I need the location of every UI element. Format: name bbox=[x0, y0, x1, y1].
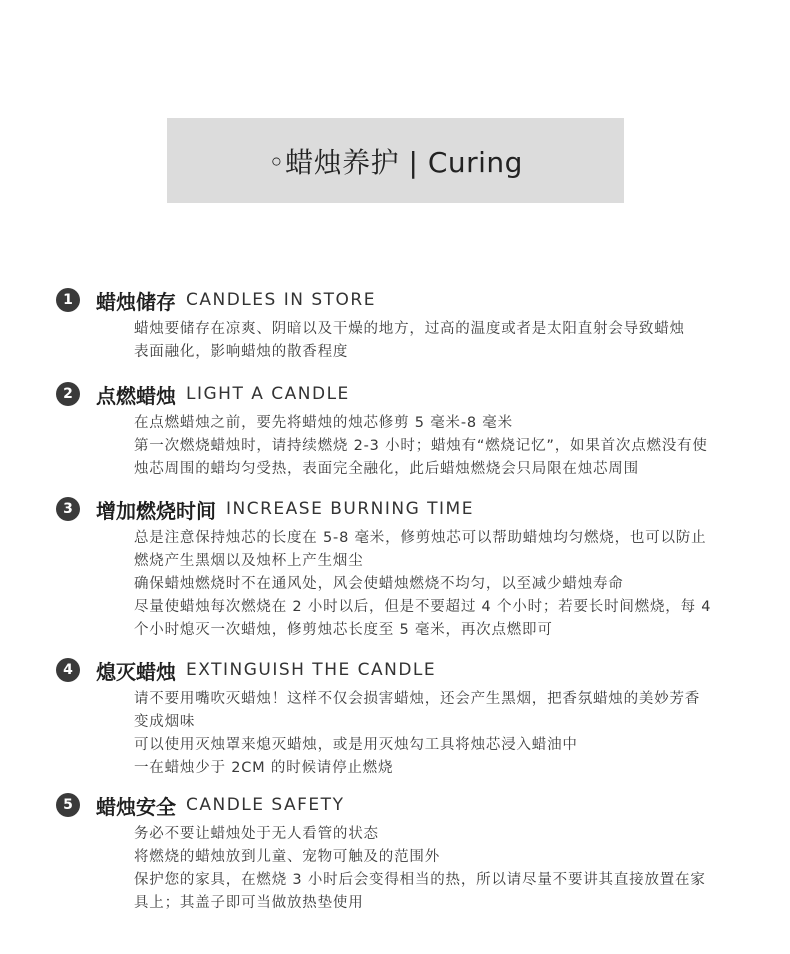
section-title-en: EXTINGUISH THE CANDLE bbox=[186, 660, 437, 680]
section-heading bbox=[56, 656, 756, 684]
section-number-badge: 1 bbox=[56, 288, 80, 312]
body-line: 将燃烧的蜡烛放到儿童、宠物可触及的范围外 bbox=[134, 849, 440, 865]
section-candles-in-store bbox=[56, 286, 756, 364]
section-body bbox=[134, 412, 756, 481]
section-body bbox=[134, 688, 756, 780]
section-body bbox=[134, 823, 756, 915]
section-number-badge: 5 bbox=[56, 793, 80, 817]
section-title-en: LIGHT A CANDLE bbox=[186, 384, 350, 404]
body-line: 具上；其盖子即可当做放热垫使用 bbox=[134, 895, 364, 911]
section-number-badge: 2 bbox=[56, 382, 80, 406]
body-line: 在点燃蜡烛之前，要先将蜡烛的烛芯修剪 5 毫米-8 毫米 bbox=[134, 415, 513, 431]
section-title-cn: 蜡烛安全 bbox=[96, 794, 176, 819]
body-line: 个小时熄灭一次蜡烛，修剪烛芯长度至 5 毫米，再次点燃即可 bbox=[134, 622, 553, 638]
body-line: 确保蜡烛燃烧时不在通风处，风会使蜡烛燃烧不均匀，以至减少蜡烛寿命 bbox=[134, 576, 624, 592]
body-line: 表面融化，影响蜡烛的散香程度 bbox=[134, 344, 349, 360]
section-heading bbox=[56, 380, 756, 408]
section-title-cn: 蜡烛储存 bbox=[96, 289, 176, 314]
body-line: 燃烧产生黑烟以及烛杯上产生烟尘 bbox=[134, 553, 364, 569]
section-number-badge: 3 bbox=[56, 497, 80, 521]
section-title-cn: 点燃蜡烛 bbox=[96, 383, 176, 408]
section-heading bbox=[56, 791, 756, 819]
section-candle-safety bbox=[56, 791, 756, 915]
body-line: 保护您的家具，在燃烧 3 小时后会变得相当的热，所以请尽量不要讲其直接放置在家 bbox=[134, 872, 706, 888]
section-title-cn: 熄灭蜡烛 bbox=[96, 659, 176, 684]
page-title: ◦蜡烛养护 | Curing bbox=[268, 145, 523, 179]
section-extinguish-the-candle bbox=[56, 656, 756, 780]
body-line: 总是注意保持烛芯的长度在 5-8 毫米，修剪烛芯可以帮助蜡烛均匀燃烧，也可以防止 bbox=[134, 530, 707, 546]
section-light-a-candle bbox=[56, 380, 756, 481]
section-heading bbox=[56, 286, 756, 314]
section-title-en: CANDLES IN STORE bbox=[186, 290, 376, 310]
section-body bbox=[134, 318, 756, 364]
title-banner bbox=[167, 118, 624, 203]
body-line: 一在蜡烛少于 2CM 的时候请停止燃烧 bbox=[134, 760, 394, 776]
section-heading bbox=[56, 495, 756, 523]
body-line: 请不要用嘴吹灭蜡烛！这样不仅会损害蜡烛，还会产生黑烟，把香氛蜡烛的美妙芳香 bbox=[134, 691, 701, 707]
body-line: 第一次燃烧蜡烛时，请持续燃烧 2-3 小时；蜡烛有“燃烧记忆”，如果首次点燃没有使 bbox=[134, 438, 708, 454]
section-title-en: INCREASE BURNING TIME bbox=[226, 499, 474, 519]
body-line: 务必不要让蜡烛处于无人看管的状态 bbox=[134, 826, 379, 842]
body-line: 可以使用灭烛罩来熄灭蜡烛，或是用灭烛勾工具将烛芯浸入蜡油中 bbox=[134, 737, 578, 753]
body-line: 烛芯周围的蜡均匀受热，表面完全融化，此后蜡烛燃烧会只局限在烛芯周围 bbox=[134, 461, 639, 477]
body-line: 尽量使蜡烛每次燃烧在 2 小时以后，但是不要超过 4 个小时；若要长时间燃烧，每 4 bbox=[134, 599, 712, 615]
section-title-en: CANDLE SAFETY bbox=[186, 795, 345, 815]
body-line: 蜡烛要储存在凉爽、阴暗以及干燥的地方，过高的温度或者是太阳直射会导致蜡烛 bbox=[134, 321, 685, 337]
section-number-badge: 4 bbox=[56, 658, 80, 682]
section-body bbox=[134, 527, 756, 642]
body-line: 变成烟味 bbox=[134, 714, 196, 730]
section-title-cn: 增加燃烧时间 bbox=[96, 498, 216, 523]
section-increase-burning-time bbox=[56, 495, 756, 642]
